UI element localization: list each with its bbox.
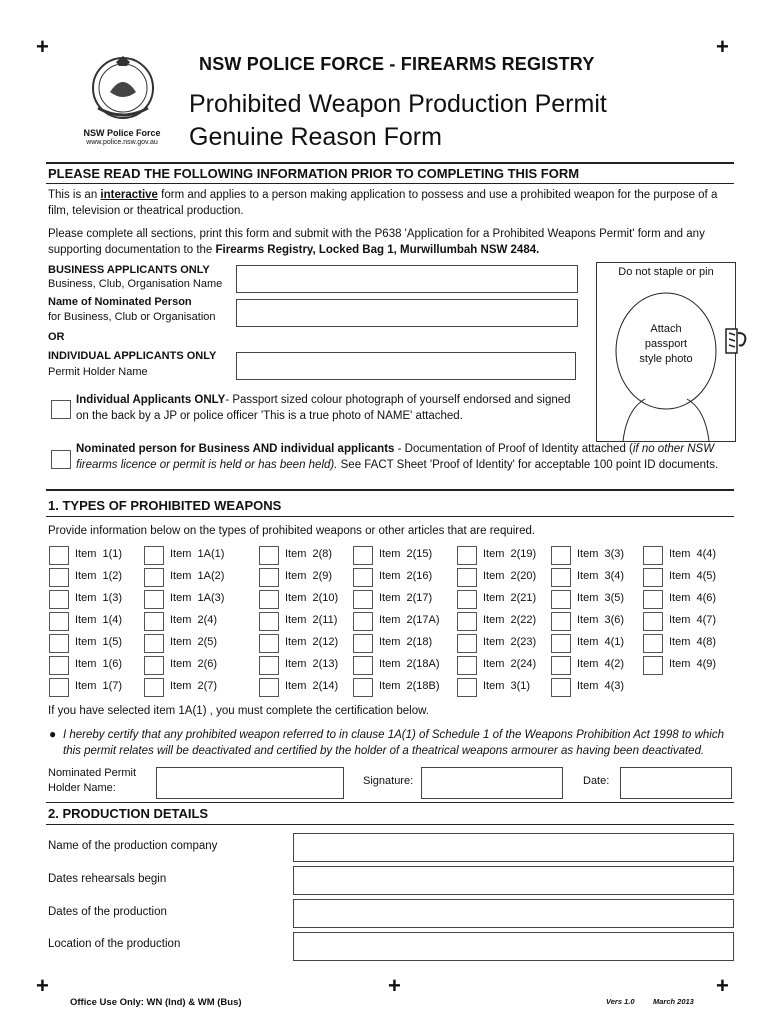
weapon-item-label: Item 1A(2): [170, 570, 225, 582]
weapon-item-checkbox[interactable]: [457, 678, 477, 697]
business-heading: BUSINESS APPLICANTS ONLY: [48, 264, 210, 276]
notice-paragraph-2: Please complete all sections, print this form and submit with the P638 'Application for a Prohibited Weapons Permit' form and any supporting documentation to the Firearms Registry, Locked Bag 1, Murwillumbah NSW 2484.: [48, 228, 705, 256]
weapon-item-label: Item 2(12): [285, 636, 339, 648]
paperclip-icon: [725, 327, 749, 357]
divider: [46, 489, 734, 491]
weapon-item-checkbox[interactable]: [551, 590, 571, 609]
weapon-item-label: Item 4(4): [669, 548, 717, 560]
weapon-item-label: Item 3(1): [483, 680, 531, 692]
weapon-item-label: Item 2(16): [379, 570, 433, 582]
weapon-item-checkbox[interactable]: [643, 590, 663, 609]
permit-holder-input[interactable]: [236, 352, 576, 380]
weapon-item-checkbox[interactable]: [457, 612, 477, 631]
signature-label: Signature:: [363, 775, 414, 787]
weapon-item-label: Item 4(8): [669, 636, 717, 648]
photo-box[interactable]: [596, 262, 736, 442]
weapon-item-label: Item 2(18B): [379, 680, 440, 692]
production-company-label: Name of the production company: [48, 840, 218, 852]
weapon-item-checkbox[interactable]: [353, 656, 373, 675]
weapon-item-label: Item 2(24): [483, 658, 537, 670]
registration-mark: +: [716, 973, 729, 998]
weapon-item-checkbox[interactable]: [49, 546, 69, 565]
version-label: Vers 1.0: [606, 997, 635, 1006]
photo-attached-text: Individual Applicants ONLY- Passport sized colour photograph of yourself endorsed and signed on the back by a JP or police officer 'This is a true photo of NAME' attached.: [76, 394, 571, 422]
weapon-item-label: Item 1(1): [75, 548, 123, 560]
weapon-item-checkbox[interactable]: [144, 678, 164, 697]
weapon-item-label: Item 1A(3): [170, 592, 225, 604]
registration-mark: +: [36, 973, 49, 998]
section1-intro: Provide information below on the types of prohibited weapons or other articles that are required.: [48, 525, 536, 537]
individual-heading: INDIVIDUAL APPLICANTS ONLY: [48, 350, 217, 362]
attach-photo-note: Attach passport style photo: [639, 323, 693, 365]
form-title-line1: Prohibited Weapon Production Permit: [189, 90, 607, 118]
version-date: March 2013: [653, 997, 694, 1006]
weapon-item-label: Item 1(7): [75, 680, 123, 692]
weapon-item-checkbox[interactable]: [49, 612, 69, 631]
weapon-item-checkbox[interactable]: [353, 678, 373, 697]
weapon-item-label: Item 1(3): [75, 592, 123, 604]
divider: [46, 516, 734, 517]
weapon-item-checkbox[interactable]: [144, 568, 164, 587]
weapon-item-checkbox[interactable]: [551, 612, 571, 631]
weapon-item-checkbox[interactable]: [49, 590, 69, 609]
weapon-item-label: Item 2(5): [170, 636, 218, 648]
weapon-item-label: Item 4(5): [669, 570, 717, 582]
bullet-icon: ●: [49, 727, 57, 741]
registration-mark: +: [388, 973, 401, 998]
weapon-item-label: Item 2(13): [285, 658, 339, 670]
identity-attached-text: Nominated person for Business AND individual applicants - Documentation of Proof of Identity attached (if no other NSW firearms licence or permit is held or has been held). See FACT Sheet 'Proof of Identity' for acceptable 100 point ID documents.: [76, 443, 719, 471]
weapon-item-label: Item 2(19): [483, 548, 537, 560]
date-label: Date:: [583, 775, 610, 787]
weapon-item-label: Item 1(5): [75, 636, 123, 648]
notice-heading: PLEASE READ THE FOLLOWING INFORMATION PRIOR TO COMPLETING THIS FORM: [48, 166, 580, 181]
weapon-item-label: Item 4(2): [577, 658, 625, 670]
weapon-item-label: Item 2(4): [170, 614, 218, 626]
weapon-item-label: Item 1A(1): [170, 548, 225, 560]
logo-name: NSW Police Force: [83, 128, 161, 138]
notice-paragraph-1: This is an interactive form and applies to a person making application to possess and use a prohibited weapon for the purpose of a film, television or theatrical production.: [48, 189, 718, 217]
weapon-item-label: Item 3(3): [577, 548, 625, 560]
weapon-item-checkbox[interactable]: [457, 546, 477, 565]
weapon-item-checkbox[interactable]: [353, 568, 373, 587]
rehearsals-input[interactable]: [293, 866, 734, 895]
production-dates-input[interactable]: [293, 899, 734, 928]
weapon-item-checkbox[interactable]: [353, 546, 373, 565]
holder-name-input[interactable]: [156, 767, 344, 799]
business-name-input[interactable]: [236, 265, 578, 293]
registration-mark: +: [36, 34, 49, 59]
weapon-item-checkbox[interactable]: [259, 568, 279, 587]
weapon-item-checkbox[interactable]: [49, 678, 69, 697]
business-label: Business, Club, Organisation Name: [48, 278, 223, 290]
weapon-item-checkbox[interactable]: [643, 568, 663, 587]
weapon-item-checkbox[interactable]: [259, 546, 279, 565]
office-use-label: Office Use Only: WN (Ind) & WM (Bus): [70, 997, 242, 1008]
weapon-item-checkbox[interactable]: [457, 634, 477, 653]
weapon-item-label: Item 2(15): [379, 548, 433, 560]
weapon-item-checkbox[interactable]: [457, 590, 477, 609]
police-crest-logo: [78, 50, 168, 130]
weapon-item-checkbox[interactable]: [144, 656, 164, 675]
weapon-item-label: Item 2(17): [379, 592, 433, 604]
weapon-item-checkbox[interactable]: [49, 656, 69, 675]
weapon-item-label: Item 1(2): [75, 570, 123, 582]
weapon-item-label: Item 4(9): [669, 658, 717, 670]
signature-input[interactable]: [421, 767, 563, 799]
section1-heading: 1. TYPES OF PROHIBITED WEAPONS: [48, 498, 282, 513]
weapon-item-checkbox[interactable]: [643, 634, 663, 653]
weapon-item-label: Item 4(6): [669, 592, 717, 604]
divider: [46, 162, 734, 164]
weapon-item-checkbox[interactable]: [457, 656, 477, 675]
weapon-item-label: Item 2(18A): [379, 658, 440, 670]
weapon-item-label: Item 3(4): [577, 570, 625, 582]
production-location-label: Location of the production: [48, 938, 181, 950]
individual-label: Permit Holder Name: [48, 366, 148, 378]
weapon-item-label: Item 2(11): [285, 614, 338, 626]
weapon-item-checkbox[interactable]: [551, 546, 571, 565]
weapon-item-label: Item 1(6): [75, 658, 123, 670]
weapon-item-checkbox[interactable]: [259, 656, 279, 675]
weapon-item-label: Item 4(1): [577, 636, 625, 648]
weapon-item-checkbox[interactable]: [49, 568, 69, 587]
divider: [46, 183, 734, 184]
weapon-item-label: Item 2(7): [170, 680, 218, 692]
weapon-item-label: Item 2(23): [483, 636, 537, 648]
holder-name-label: Nominated Permit Holder Name:: [48, 767, 137, 794]
nominated-label: for Business, Club or Organisation: [48, 311, 216, 323]
weapon-item-label: Item 2(21): [483, 592, 537, 604]
or-label: OR: [48, 331, 65, 343]
certification-note: If you have selected item 1A(1) , you must complete the certification below.: [48, 705, 429, 717]
divider: [46, 802, 734, 803]
weapon-item-label: Item 3(5): [577, 592, 625, 604]
production-company-input[interactable]: [293, 833, 734, 862]
weapon-item-label: Item 3(6): [577, 614, 625, 626]
production-location-input[interactable]: [293, 932, 734, 961]
weapon-item-checkbox[interactable]: [353, 590, 373, 609]
weapon-item-checkbox[interactable]: [643, 546, 663, 565]
production-dates-label: Dates of the production: [48, 906, 167, 918]
weapon-item-label: Item 2(17A): [379, 614, 440, 626]
weapon-item-checkbox[interactable]: [353, 634, 373, 653]
weapon-item-label: Item 4(7): [669, 614, 717, 626]
weapon-item-checkbox[interactable]: [259, 612, 279, 631]
weapon-item-label: Item 2(22): [483, 614, 537, 626]
logo-url: www.police.nsw.gov.au: [86, 139, 158, 146]
divider: [46, 824, 734, 825]
weapon-item-checkbox[interactable]: [259, 590, 279, 609]
section2-heading: 2. PRODUCTION DETAILS: [48, 806, 209, 821]
weapon-item-checkbox[interactable]: [144, 546, 164, 565]
form-title-line2: Genuine Reason Form: [189, 123, 442, 151]
weapon-item-label: Item 2(18): [379, 636, 433, 648]
weapon-item-checkbox[interactable]: [144, 612, 164, 631]
weapon-item-label: Item 2(10): [285, 592, 339, 604]
identity-attached-checkbox[interactable]: [51, 450, 71, 469]
weapon-item-checkbox[interactable]: [353, 612, 373, 631]
weapon-item-label: Item 2(6): [170, 658, 218, 670]
weapon-item-label: Item 2(8): [285, 548, 333, 560]
date-input[interactable]: [620, 767, 732, 799]
registration-mark: +: [716, 34, 729, 59]
registry-title: NSW POLICE FORCE - FIREARMS REGISTRY: [199, 54, 595, 74]
weapon-item-label: Item 4(3): [577, 680, 625, 692]
weapon-item-checkbox[interactable]: [551, 678, 571, 697]
certification-text: I hereby certify that any prohibited weapon referred to in clause 1A(1) of Schedule 1 of the Weapons Prohibition Act 1998 to which this permit relates will be deactivated and certified by the holder of a theatrical weapons armourer as having been deactivated.: [63, 729, 725, 757]
weapon-item-checkbox[interactable]: [144, 590, 164, 609]
weapon-item-label: Item 1(4): [75, 614, 123, 626]
weapon-item-checkbox[interactable]: [259, 634, 279, 653]
rehearsals-label: Dates rehearsals begin: [48, 873, 167, 885]
weapon-item-checkbox[interactable]: [551, 634, 571, 653]
weapon-item-checkbox[interactable]: [551, 656, 571, 675]
weapon-item-label: Item 2(20): [483, 570, 537, 582]
weapon-item-checkbox[interactable]: [643, 656, 663, 675]
nominated-person-input[interactable]: [236, 299, 578, 327]
weapon-item-checkbox[interactable]: [144, 634, 164, 653]
weapon-item-checkbox[interactable]: [643, 612, 663, 631]
weapon-item-label: Item 2(14): [285, 680, 339, 692]
nominated-heading: Name of Nominated Person: [48, 296, 192, 308]
weapon-item-label: Item 2(9): [285, 570, 333, 582]
weapon-item-checkbox[interactable]: [457, 568, 477, 587]
photo-attached-checkbox[interactable]: [51, 400, 71, 419]
weapon-item-checkbox[interactable]: [49, 634, 69, 653]
staple-note: Do not staple or pin: [618, 266, 714, 278]
weapon-item-checkbox[interactable]: [551, 568, 571, 587]
weapon-item-checkbox[interactable]: [259, 678, 279, 697]
